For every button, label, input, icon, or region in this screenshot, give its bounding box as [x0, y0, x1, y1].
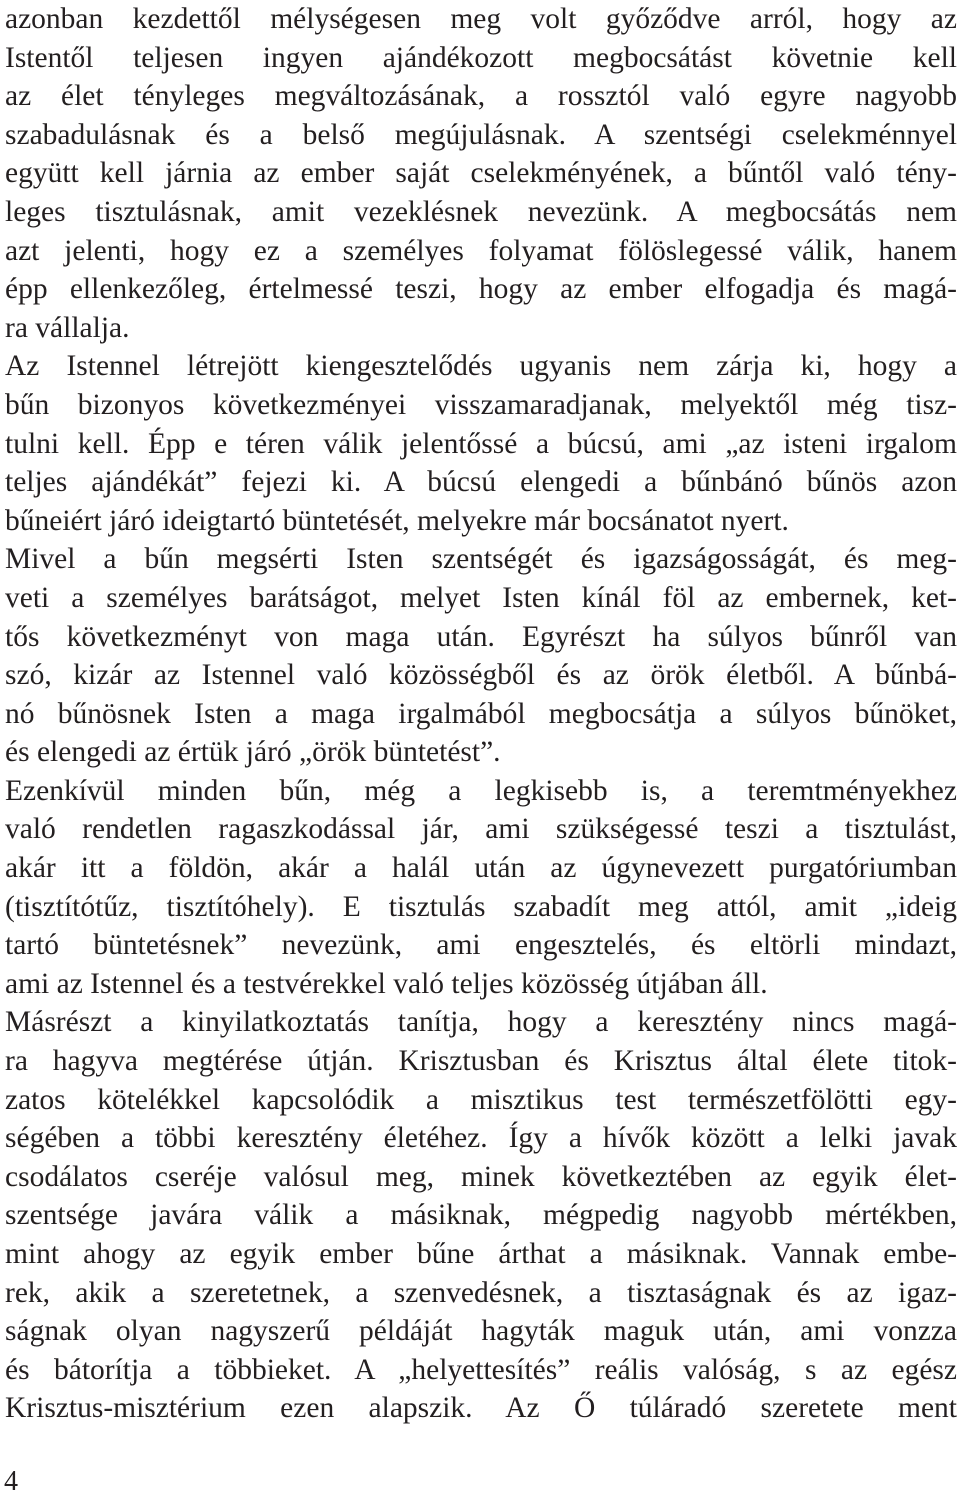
text-line: (tisztítótűz, tisztítóhely). E tisztulás szabadít meg attól, amit „ideig	[5, 890, 957, 923]
text-line: csodálatos cseréje valósul meg, minek következtében az egyik élet-	[5, 1160, 957, 1193]
text-line: való rendetlen ragaszkodással jár, ami szükségessé teszi a tisztulást,	[5, 813, 957, 846]
text-line: Másrészt a kinyilatkoztatás tanítja, hogy a keresztény nincs magá-	[5, 1006, 957, 1039]
text-line: az élet tényleges megváltozásának, a rossztól való egyre nagyobb	[5, 80, 957, 113]
text-line: Krisztus-misztérium ezen alapszik. Az Ő túláradó szeretete ment	[5, 1392, 957, 1425]
text-line: ami az Istennel és a testvérekkel való teljes közösség útjában áll.	[5, 967, 768, 1000]
text-line: azonban kezdettől mélységesen meg volt győződve arról, hogy az	[5, 3, 957, 35]
text-line: bűn bizonyos következményei visszamaradjanak, melyektől még tisz-	[5, 388, 957, 421]
body-text	[5, 0, 957, 1428]
text-line: bűneiért járó ideigtartó büntetését, melyekre már bocsánatot nyert.	[5, 504, 789, 537]
text-line: ra hagyva megtérése útján. Krisztusban és Krisztus által élete titok-	[5, 1045, 957, 1078]
text-line: Mivel a bűn megsérti Isten szentségét és igazságosságát, és meg-	[5, 543, 957, 576]
text-line: ségében a többi keresztény életéhez. Így a hívők között a lelki javak	[5, 1122, 957, 1155]
text-line: szó, kizár az Istennel való közösségből és az örök életből. A bűnbá-	[5, 659, 957, 692]
text-line: Az Istennel létrejött kiengesztelődés ugyanis nem zárja ki, hogy a	[5, 350, 957, 383]
text-line: veti a személyes barátságot, melyet Isten kínál föl az embernek, ket-	[5, 581, 957, 614]
text-line: épp ellenkezőleg, értelmessé teszi, hogy az ember elfogadja és magá-	[5, 273, 957, 306]
text-line: azt jelenti, hogy ez a személyes folyamat fölöslegessé válik, hanem	[5, 234, 957, 267]
text-line: rek, akik a szeretetnek, a szenvedésnek, a tisztaságnak és az igaz-	[5, 1276, 957, 1309]
text-line: szentsége javára válik a másiknak, mégpedig nagyobb mértékben,	[5, 1199, 957, 1232]
text-line: ságnak olyan nagyszerű példáját hagyták maguk után, ami vonzza	[5, 1315, 957, 1348]
text-line: zatos kötelékkel kapcsolódik a misztikus test természetfölötti egy-	[5, 1083, 957, 1116]
text-line: leges tisztulásnak, amit vezeklésnek nevezünk. A megbocsátás nem	[5, 195, 957, 228]
text-line: teljes ajándékát” fejezi ki. A búcsú elengedi a bűnbánó bűnös azon	[5, 466, 957, 499]
text-line: Ezenkívül minden bűn, még a legkisebb is, a teremtményekhez	[5, 774, 957, 807]
text-line: mint ahogy az egyik ember bűne árthat a másiknak. Vannak embe-	[5, 1238, 957, 1270]
text-line: együtt kell járnia az ember saját cselekményének, a bűntől való tény-	[5, 157, 957, 190]
text-line: tartó büntetésnek” nevezünk, ami engesztelés, és eltörli mindazt,	[5, 929, 957, 962]
text-line: és elengedi az értük járó „örök büntetést”.	[5, 736, 501, 769]
text-line: és bátorítja a többieket. A „helyettesítés” reális valóság, s az egész	[5, 1353, 957, 1386]
text-line: tős következményt von maga után. Egyrészt ha súlyos bűnről van	[5, 620, 957, 653]
text-line: nó bűnösnek Isten a maga irgalmából megbocsátja a súlyos bűnöket,	[5, 697, 957, 730]
text-line: ra vállalja.	[5, 311, 130, 344]
text-line: Istentől teljesen ingyen ajándékozott megbocsátást követnie kell	[5, 41, 957, 74]
text-line: szabadulásnak és a belső megújulásnak. A szentségi cselekménnyel	[5, 118, 957, 151]
text-line: akár itt a földön, akár a halál után az úgynevezett purgatóriumban	[5, 852, 957, 885]
page-number: 4	[4, 1466, 18, 1497]
text-line: tulni kell. Épp e téren válik jelentőssé a búcsú, ami „az isteni irgalom	[5, 427, 957, 460]
